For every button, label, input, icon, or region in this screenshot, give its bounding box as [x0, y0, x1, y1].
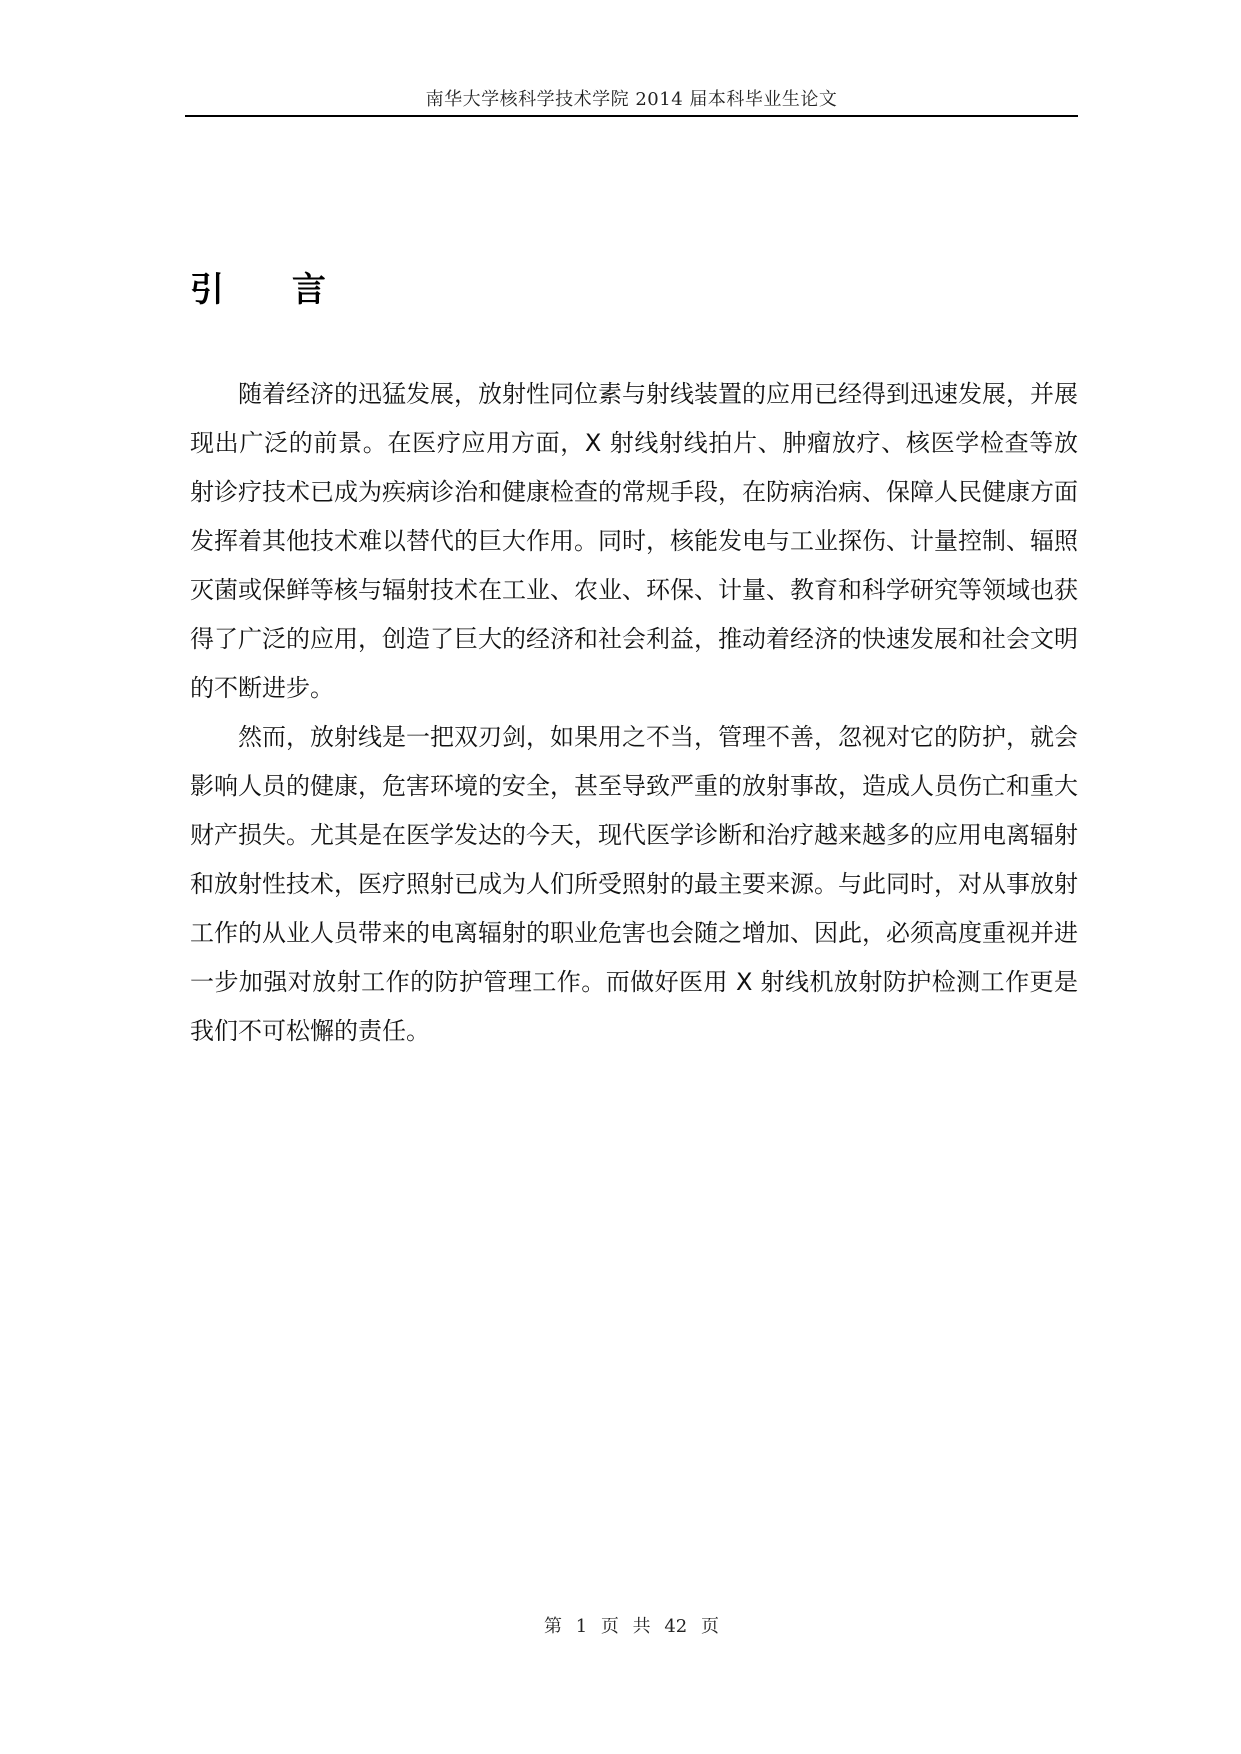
header-divider [185, 115, 1078, 117]
paragraph: 然而，放射线是一把双刃剑，如果用之不当，管理不善，忽视对它的防护，就会影响人员的健康，危害环境的安全，甚至导致严重的放射事故，造成人员伤亡和重大财产损失。尤其是在医学发达的今天，现代医学诊断和治疗越来越多的应用电离辐射和放射性技术，医疗照射已成为人们所受照射的最主要来源。与此同时，对从事放射工作的从业人员带来的电离辐射的职业危害也会随之增加、因此，必须高度重视并进一步加强对放射工作的防护管理工作。而做好医用 X 射线机放射防护检测工作更是我们不可松懈的责任。 [190, 723, 1078, 1045]
page-number-footer: 第 1 页 共 42 页 [544, 1616, 719, 1637]
paragraph: 随着经济的迅猛发展，放射性同位素与射线装置的应用已经得到迅速发展，并展现出广泛的前景。在医疗应用方面，X 射线射线拍片、肿瘤放疗、核医学检查等放射诊疗技术已成为疾病诊治和健康检查的常规手段，在防病治病、保障人民健康方面发挥着其他技术难以替代的巨大作用。同时，核能发电与工业探伤、计量控制、辐照灭菌或保鲜等核与辐射技术在工业、农业、环保、计量、教育和科学研究等领域也获得了广泛的应用，创造了巨大的经济和社会利益，推动着经济的快速发展和社会文明的不断进步。 [190, 380, 1078, 702]
section-heading: 引 言 [190, 270, 354, 310]
body-text [190, 370, 1078, 1056]
running-header-title: 南华大学核科学技术学院 2014 届本科毕业生论文 [425, 89, 838, 110]
